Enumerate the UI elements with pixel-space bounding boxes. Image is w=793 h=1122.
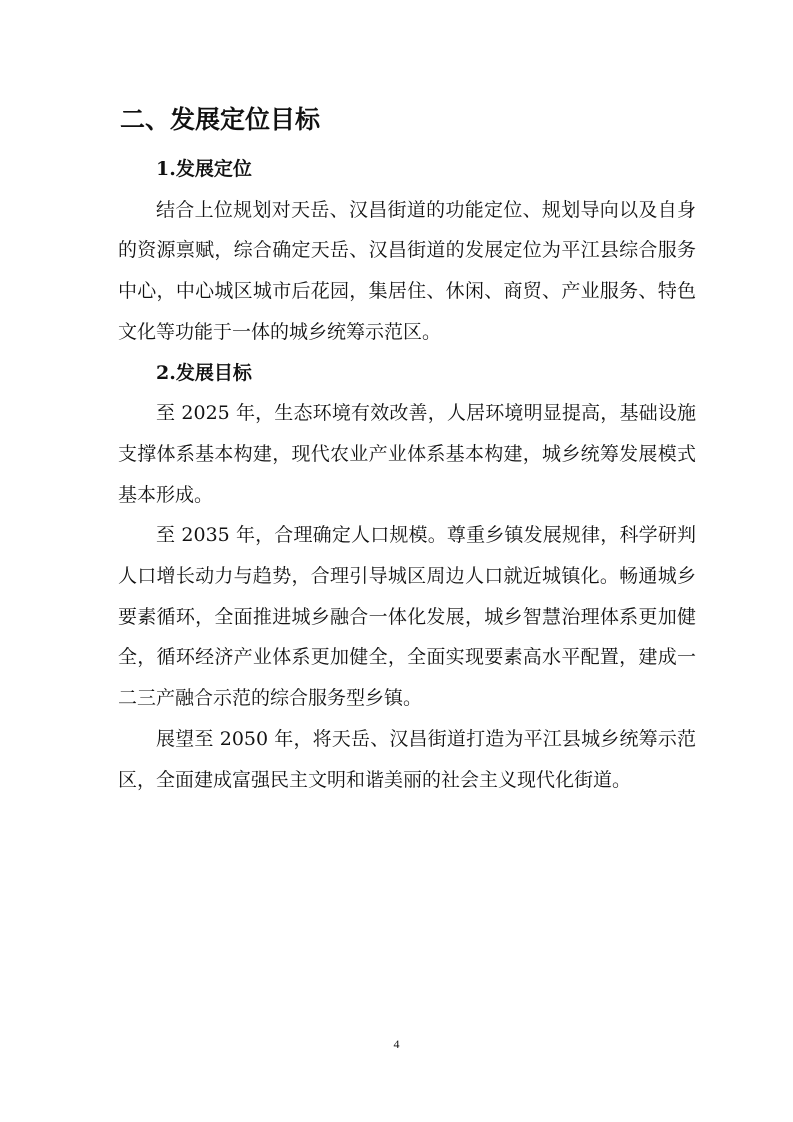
page-number: 4 (393, 1037, 400, 1051)
document-body (118, 149, 696, 800)
subsection-heading-goals: 2.发展目标 (156, 361, 252, 384)
subsection-heading-positioning: 1.发展定位 (156, 158, 252, 180)
section-heading: 二、发展定位目标 (120, 105, 321, 134)
paragraph-goal-2035: 至 2035 年，合理确定人口规模。尊重乡镇发展规律，科学研判人口增长动力与趋势，合理引导城区周边人口就近城镇化。畅通城乡要素循环，全面推进城乡融合一体化发展，城乡智慧治理体系更加健全，循环经济产业体系更加健全，全面实现要素高水平配置，建成一二三产融合示范的综合服务型乡镇。 (118, 524, 696, 710)
paragraph-positioning: 结合上位规划对天岳、汉昌街道的功能定位、规划导向以及自身的资源禀赋，综合确定天岳、汉昌街道的发展定位为平江县综合服务中心，中心城区城市后花园，集居住、休闲、商贸、产业服务、特色文化等功能于一体的城乡统筹示范区。 (118, 198, 696, 343)
paragraph-goal-2050: 展望至 2050 年，将天岳、汉昌街道打造为平江县城乡统筹示范区，全面建成富强民主文明和谐美丽的社会主义现代化街道。 (118, 727, 696, 791)
paragraph-goal-2025: 至 2025 年，生态环境有效改善，人居环境明显提高，基础设施支撑体系基本构建，现代农业产业体系基本构建，城乡统筹发展模式基本形成。 (118, 402, 696, 506)
